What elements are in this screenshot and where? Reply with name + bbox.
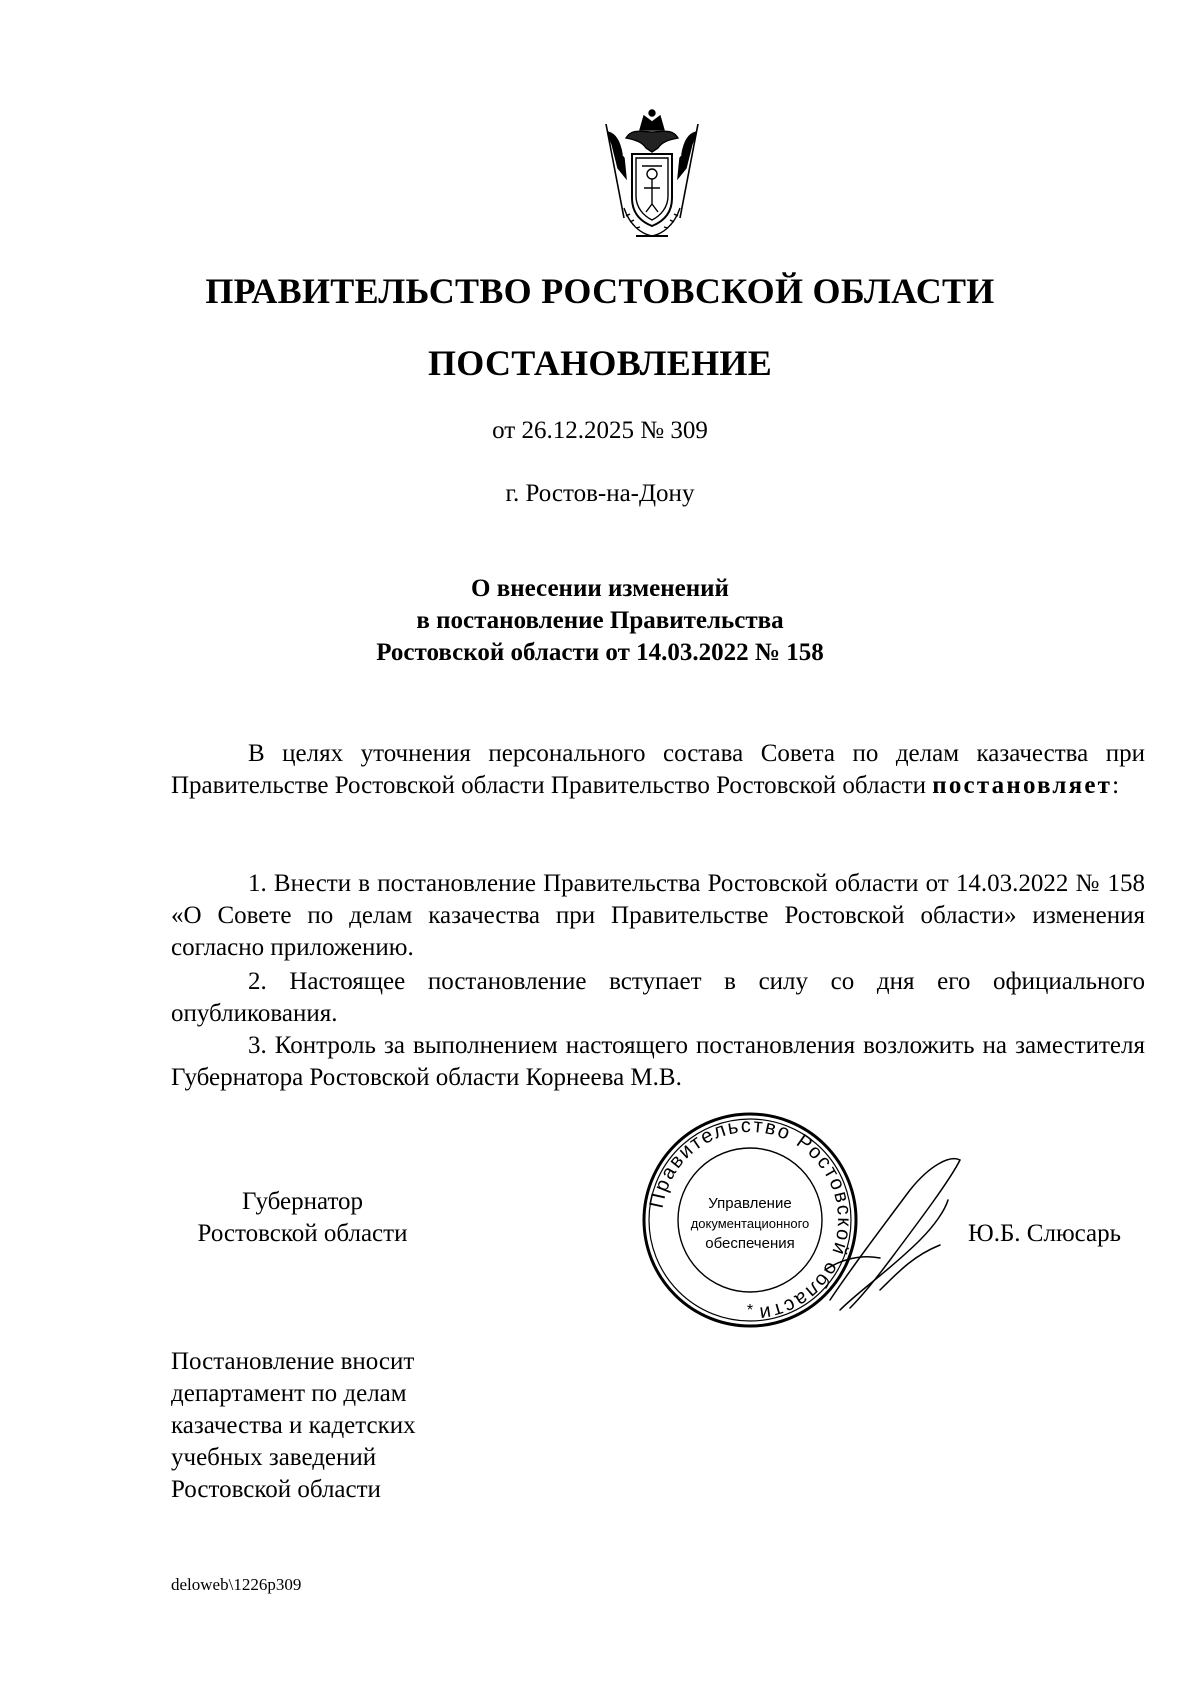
submitter-line: учебных заведений: [171, 1444, 377, 1471]
document-city: г. Ростов-на-Дону: [505, 480, 695, 507]
item-paragraph-1: [171, 868, 1145, 964]
preamble-text: В целях уточнения персонального состава Совета по делам казачества при Правительстве Ростовской области Правительство Ростовской области: [171, 740, 1145, 799]
seal-center-line: обеспечения: [705, 1235, 795, 1252]
seal-star: *: [746, 1302, 754, 1319]
item-text: 2. Настоящее постановление вступает в силу со дня его официального опубликования.: [171, 968, 1145, 1027]
submitter-line: Постановление вносит: [171, 1348, 415, 1375]
preamble-keyword: постановляет: [932, 772, 1113, 799]
organization-title: ПРАВИТЕЛЬСТВО РОСТОВСКОЙ ОБЛАСТИ: [205, 271, 995, 311]
seal-ring-text: Правительство Ростовской области: [645, 1114, 856, 1325]
submitter-line: Ростовской области: [171, 1476, 381, 1503]
document-code: deloweb\1226p309: [171, 1575, 302, 1594]
document-subject: [0, 573, 1200, 669]
position-line: Ростовской области: [197, 1220, 408, 1247]
subject-line: О внесении изменений: [471, 575, 729, 602]
item-text: 1. Внести в постановление Правительства Ростовской области от 14.03.2022 № 158 «О Совете по делам казачества при Правительстве Ростовской области» изменения согласно приложению.: [171, 870, 1145, 961]
preamble-paragraph: [171, 738, 1145, 802]
signatory-position: [175, 1186, 430, 1250]
seal-center-line: Управление: [708, 1195, 792, 1212]
position-line: Губернатор: [241, 1188, 364, 1215]
seal-center-line: документационного: [690, 1216, 810, 1231]
item-text: 3. Контроль за выполнением настоящего постановления возложить на заместителя Губернатора Ростовской области Корнеева М.В.: [171, 1032, 1145, 1091]
preamble-end: :: [1112, 772, 1120, 799]
subject-line: в постановление Правительства: [416, 607, 784, 634]
subject-line: Ростовской области от 14.03.2022 № 158: [376, 639, 824, 666]
document-type: ПОСТАНОВЛЕНИЕ: [427, 343, 773, 383]
submitter-line: департамент по делам: [171, 1380, 407, 1407]
document-date-number: от 26.12.2025 № 309: [492, 417, 708, 444]
item-paragraph-2: [171, 966, 1145, 1030]
rostov-oblast-coat-of-arms-icon: [596, 108, 708, 242]
handwritten-signature: [820, 1150, 970, 1320]
item-paragraph-3: [171, 1030, 1145, 1094]
submitter-line: казачества и кадетских: [171, 1412, 416, 1439]
signatory-name: Ю.Б. Слюсарь: [968, 1220, 1122, 1247]
submitter-note: [171, 1346, 416, 1506]
